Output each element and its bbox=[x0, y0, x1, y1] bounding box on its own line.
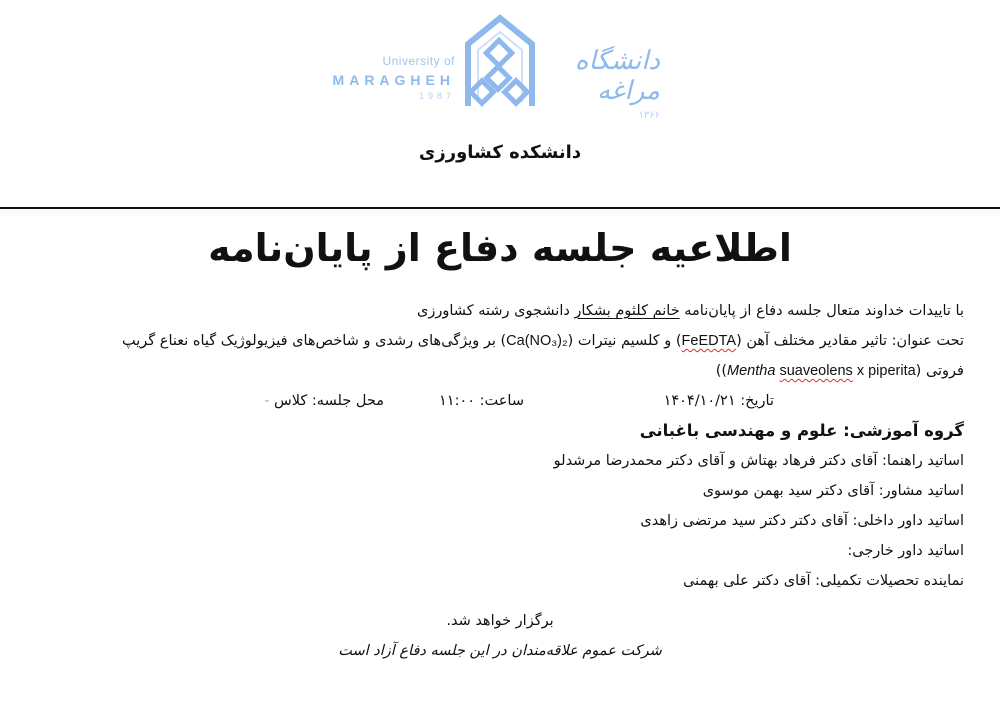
session-date: تاریخ: ۱۴۰۴/۱۰/۲۱ bbox=[663, 393, 774, 409]
logo-fa-name: دانشگاه مراغه bbox=[574, 46, 660, 106]
committee-advisors: اساتید مشاور: آقای دکتر سید بهمن موسوی bbox=[702, 483, 964, 499]
closing-section bbox=[0, 606, 1000, 666]
university-emblem-icon bbox=[462, 14, 538, 110]
logo-year-fa: ۱۳۶۶ bbox=[638, 110, 660, 121]
intro-line: با تاییدات خداوند متعال جلسه دفاع از پایان‌نامه خانم کلثوم بشکار دانشجوی رشته کشاورزی bbox=[417, 303, 964, 319]
page-title: اطلاعیه جلسه دفاع از پایان‌نامه bbox=[208, 226, 792, 270]
will-be-held-text: برگزار خواهد شد. bbox=[446, 613, 554, 629]
public-invitation-note: شرکت عموم علاقه‌مندان در این جلسه دفاع آزاد است bbox=[338, 643, 662, 659]
logo-university-of: University of bbox=[382, 54, 455, 68]
thesis-title-line-2: فروتی (Mentha suaveolens x piperita)) bbox=[715, 363, 964, 379]
thesis-title-line-1: تحت عنوان: تاثیر مقادیر مختلف آهن (FeEDTA) و کلسیم نیترات (Ca(NO₃)₂) بر ویژگی‌های رشدی و شاخص‌های فیزیولوژیک گیاه نعناع گریپ bbox=[122, 333, 964, 349]
logo-persian-text bbox=[545, 46, 660, 121]
committee-internal-examiners: اساتید داور داخلی: آقای دکتر دکتر سید مرتضی زاهدی bbox=[640, 513, 964, 529]
logo-english-text bbox=[333, 54, 455, 101]
committee-supervisors: اساتید راهنما: آقای دکتر فرهاد بهتاش و آقای دکتر محمدرضا مرشدلو bbox=[553, 453, 964, 469]
university-logo bbox=[332, 14, 660, 121]
logo-year-en: 1987 bbox=[418, 91, 455, 101]
department-title: گروه آموزشی: علوم و مهندسی باغبانی bbox=[639, 421, 964, 440]
feedta-term: FeEDTA bbox=[681, 333, 737, 349]
session-place: محل جلسه: کلاس - bbox=[264, 393, 384, 409]
scientific-name: Mentha suaveolens x piperita bbox=[727, 363, 916, 379]
committee-graduate-representative: نماینده تحصیلات تکمیلی: آقای دکتر علی بهمنی bbox=[683, 573, 964, 589]
session-time: ساعت: ۱۱:۰۰ bbox=[439, 393, 524, 409]
faculty-name: دانشکده کشاورزی bbox=[418, 142, 582, 163]
header-divider bbox=[0, 207, 1000, 209]
calcium-nitrate-formula: Ca(NO₃)₂ bbox=[506, 333, 568, 349]
logo-maragheh: MARAGHEH bbox=[332, 72, 455, 88]
student-name: خانم کلثوم بشکار bbox=[574, 303, 680, 319]
announcement-body bbox=[34, 296, 964, 596]
session-meta bbox=[34, 386, 964, 416]
committee-external-examiners: اساتید داور خارجی: bbox=[847, 543, 964, 559]
